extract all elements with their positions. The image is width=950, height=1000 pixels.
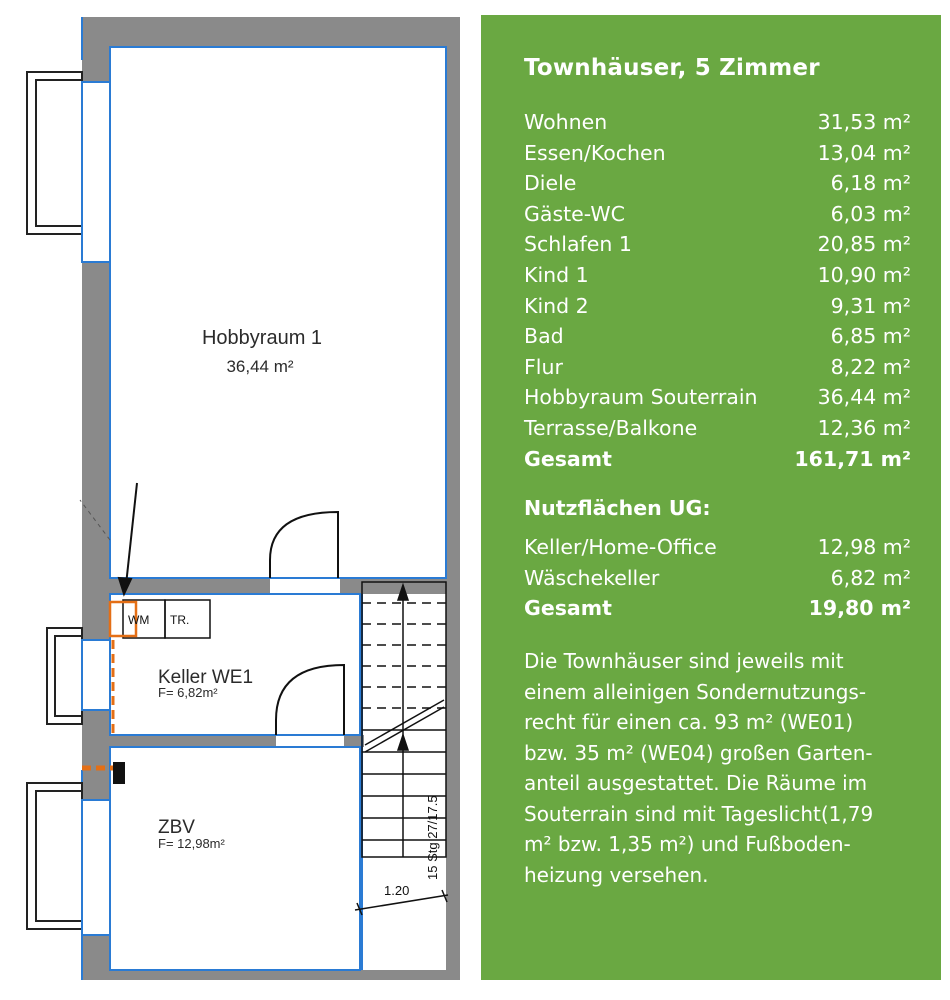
- area-row: [524, 352, 911, 383]
- area-row: [524, 138, 911, 169]
- description-line: heizung versehen.: [524, 863, 709, 888]
- row-label: Wohnen: [524, 110, 608, 134]
- row-value: 31,53 m²: [817, 110, 911, 134]
- room-name-hobbyraum: Hobbyraum 1: [201, 327, 323, 349]
- room-area-zbv: F= 12,98m²: [158, 836, 225, 851]
- row-label: Kind 2: [524, 293, 589, 318]
- description-line: bzw. 35 m² (WE04) großen Garten-: [524, 740, 873, 765]
- row-value: 9,31 m²: [830, 293, 911, 318]
- row-label: Terrasse/Balkone: [524, 415, 698, 440]
- room-name-keller: Keller WE1: [158, 667, 254, 688]
- utility-list: [524, 532, 911, 624]
- row-value: 36,44 m²: [817, 385, 911, 410]
- row-label: Schlafen 1: [524, 232, 632, 257]
- floor-plan: [0, 0, 470, 1000]
- area-row: [524, 413, 911, 444]
- room-area-keller: F= 6,82m²: [158, 685, 218, 700]
- description-line: anteil ausgestattet. Die Räume im: [524, 771, 868, 796]
- area-row: [524, 563, 911, 594]
- utility-title: Nutzflächen UG:: [524, 496, 711, 521]
- row-label: Essen/Kochen: [524, 140, 666, 165]
- description-line: recht für einen ca. 93 m² (WE01): [524, 710, 854, 735]
- row-label: Hobbyraum Souterrain: [524, 385, 758, 410]
- utility-total-value: 19,80 m²: [808, 596, 911, 621]
- row-value: 6,85 m²: [830, 324, 911, 349]
- row-label: Wäschekeller: [524, 565, 660, 590]
- area-row: [524, 168, 911, 199]
- panel-title: Townhäuser, 5 Zimmer: [524, 55, 820, 81]
- row-value: 6,03 m²: [830, 201, 911, 226]
- row-label: Flur: [524, 354, 563, 379]
- description-line: Die Townhäuser sind jeweils mit: [524, 648, 844, 673]
- room-area-hobbyraum: 36,44 m²: [226, 357, 294, 376]
- area-row: [524, 382, 911, 413]
- row-value: 6,82 m²: [830, 565, 911, 590]
- area-row: [524, 532, 911, 563]
- description-line: Souterrain sind mit Tageslicht(1,79: [524, 801, 874, 826]
- utility-total-label: Gesamt: [524, 596, 612, 621]
- row-label: Diele: [524, 171, 577, 196]
- info-panel: [481, 15, 941, 980]
- row-label: Kind 1: [524, 262, 589, 287]
- row-value: 12,36 m²: [817, 415, 911, 440]
- row-label: Bad: [524, 324, 564, 349]
- row-value: 12,98 m²: [817, 535, 911, 560]
- description-line: einem alleinigen Sondernutzungs-: [524, 679, 867, 704]
- description: [524, 646, 911, 891]
- area-row: [524, 291, 911, 322]
- room-name-zbv: ZBV: [158, 817, 195, 838]
- row-label: Gäste-WC: [524, 201, 625, 226]
- appliance-wm: WM: [128, 613, 150, 627]
- area-row: [524, 199, 911, 230]
- row-value: 20,85 m²: [817, 232, 911, 257]
- room-list: [524, 107, 911, 474]
- row-value: 8,22 m²: [830, 354, 911, 379]
- row-value: 13,04 m²: [817, 140, 911, 165]
- total-value: 161,71 m²: [794, 446, 911, 471]
- total-row: [524, 444, 911, 475]
- doors: [270, 512, 344, 735]
- area-row: [524, 229, 911, 260]
- total-label: Gesamt: [524, 446, 612, 471]
- row-value: 6,18 m²: [830, 171, 911, 196]
- dimension-label: 1.20: [384, 883, 410, 898]
- appliance-tr: TR.: [170, 613, 190, 627]
- room-outlines: [82, 17, 446, 980]
- row-value: 10,90 m²: [817, 262, 911, 287]
- utility-total-row: [524, 593, 911, 624]
- description-line: m² bzw. 1,35 m²) und Fußboden-: [524, 832, 851, 857]
- area-row: [524, 321, 911, 352]
- area-row: [524, 260, 911, 291]
- column-marker: [113, 762, 125, 784]
- area-row: [524, 107, 911, 138]
- stair-label: 15 Stg 27/17.5: [425, 795, 440, 880]
- row-label: Keller/Home-Office: [524, 535, 717, 560]
